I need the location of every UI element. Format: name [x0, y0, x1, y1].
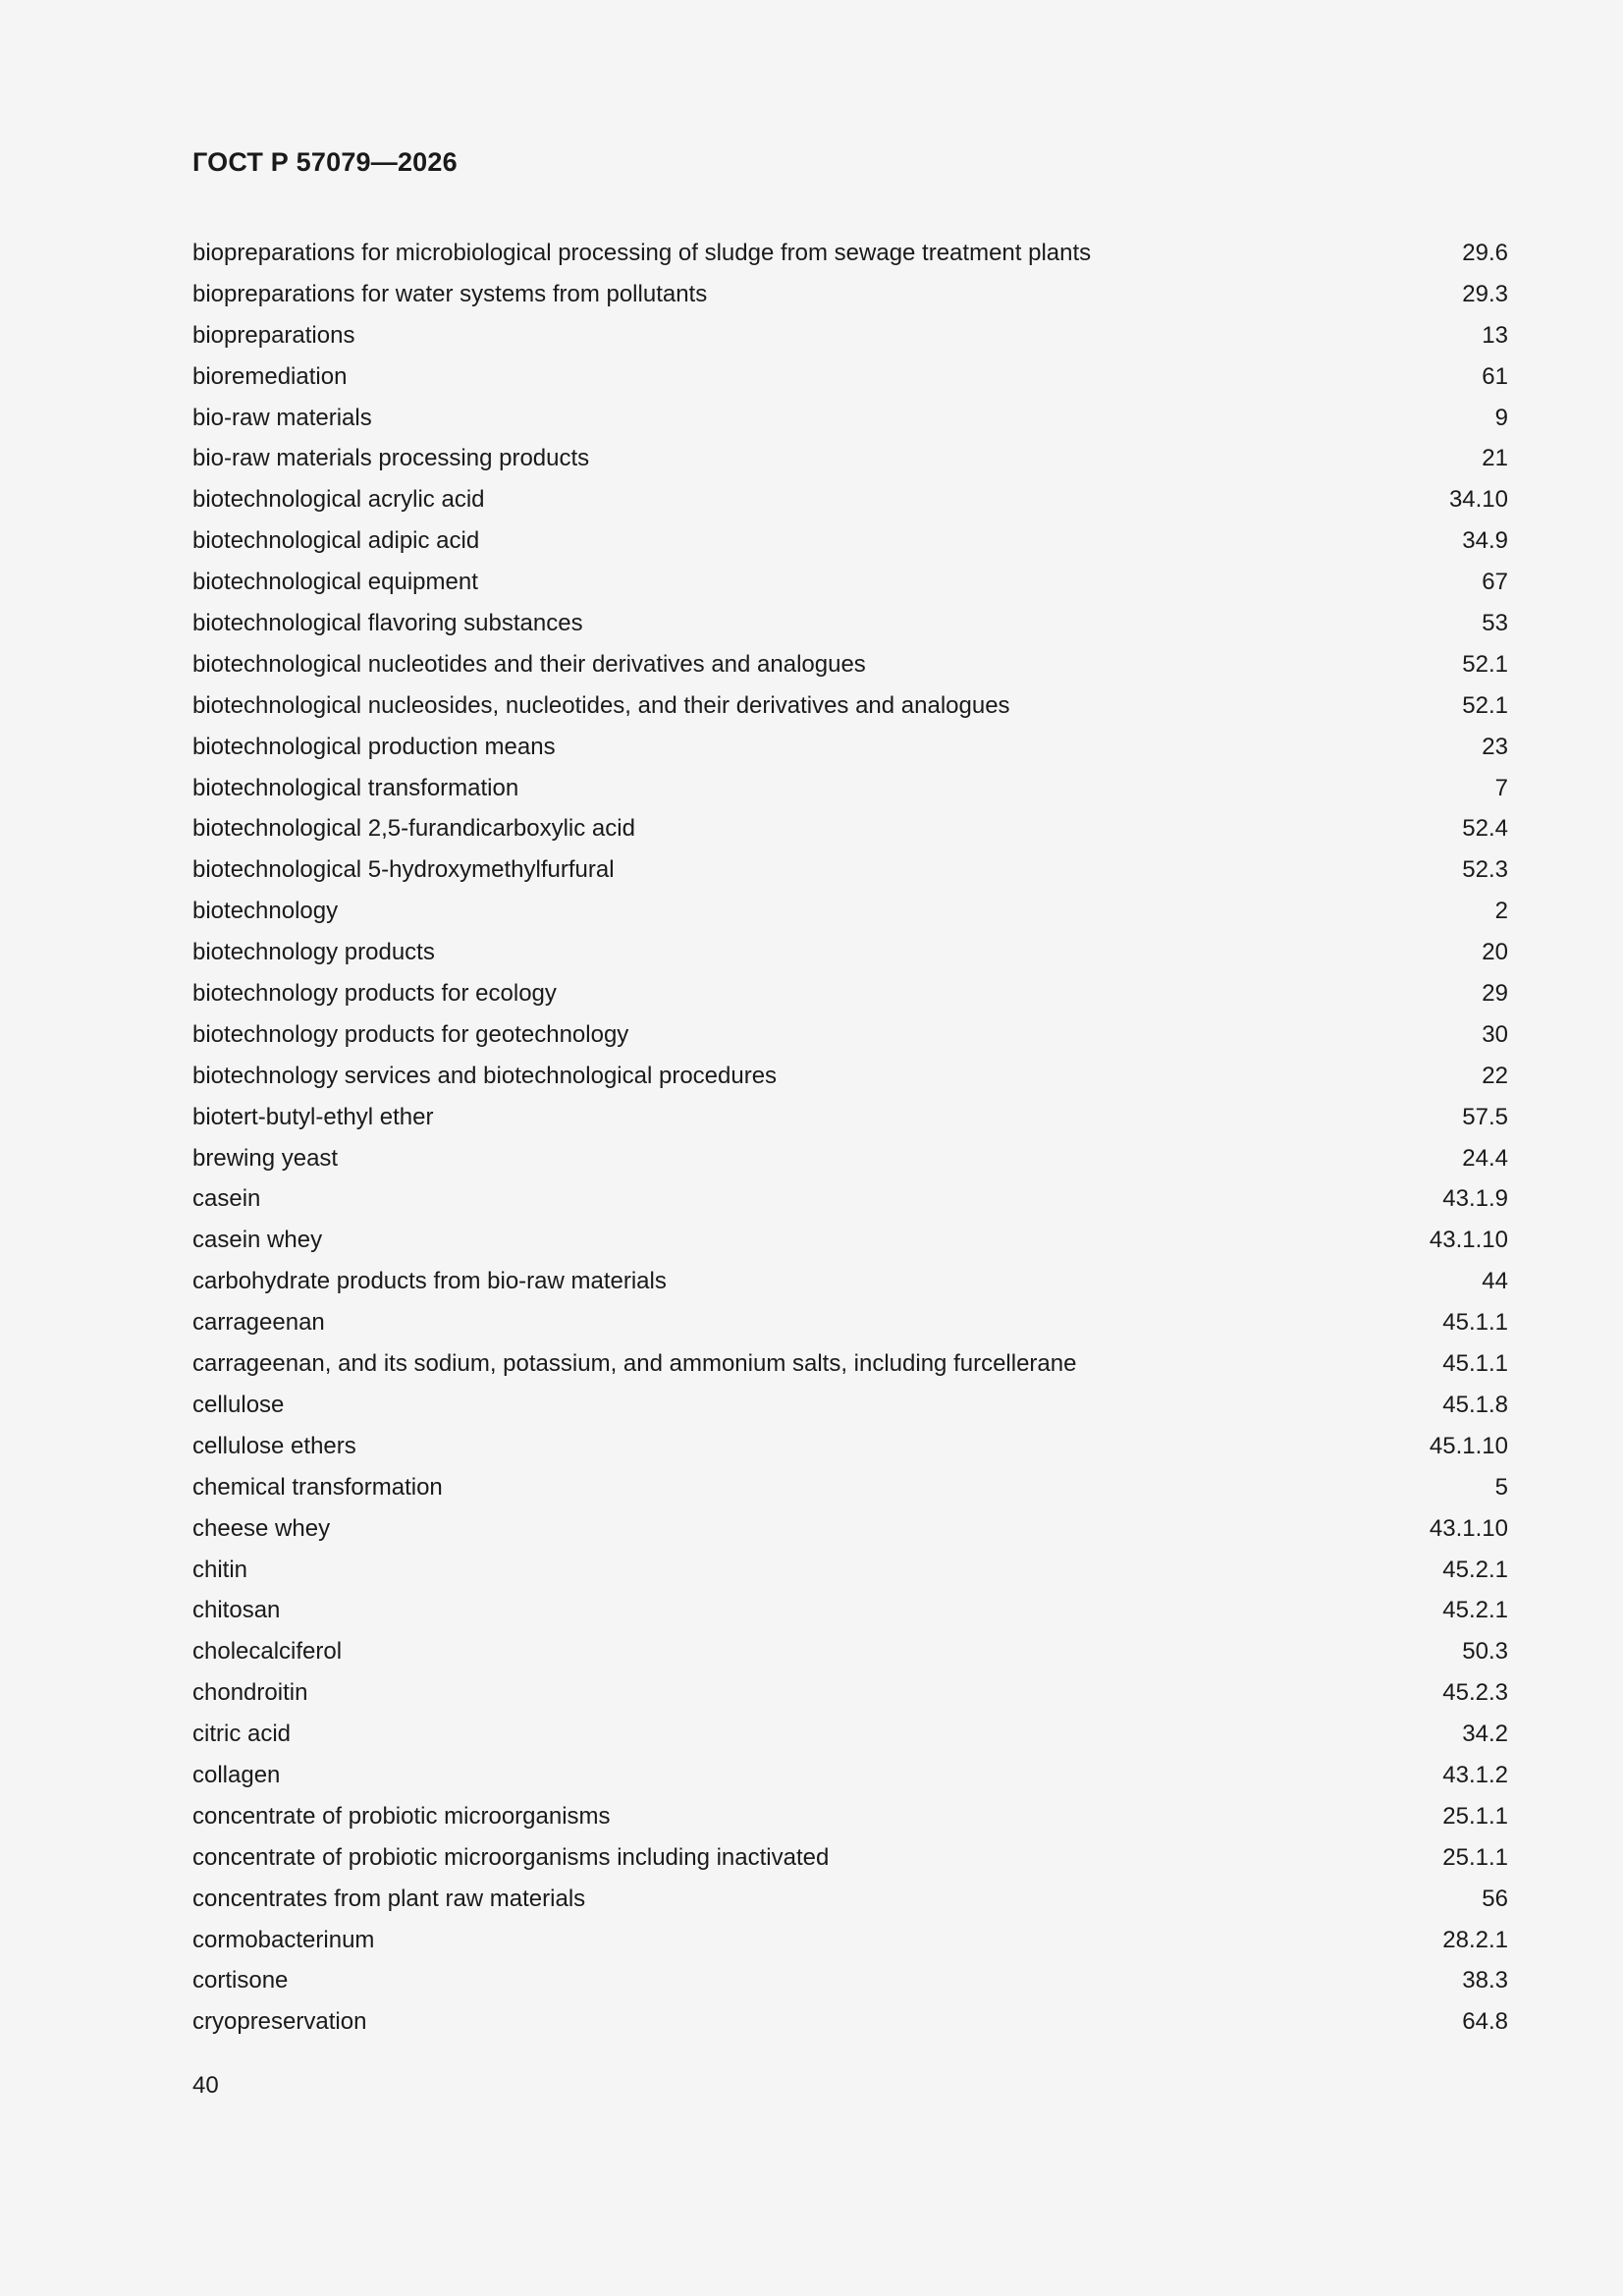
index-reference: 61: [1482, 362, 1508, 390]
index-reference: 56: [1482, 1885, 1508, 1912]
index-entry: [192, 1302, 1508, 1343]
index-entry: [192, 1837, 1508, 1879]
index-entry: [192, 1796, 1508, 1837]
index-entry: [192, 1097, 1508, 1138]
index-term: carbohydrate products from bio-raw materials: [192, 1268, 667, 1295]
index-term: chitosan: [192, 1597, 281, 1624]
index-entry: [192, 603, 1508, 644]
index-reference: 25.1.1: [1442, 1802, 1508, 1830]
index-reference: 21: [1482, 445, 1508, 472]
index-entry: [192, 274, 1508, 315]
index-entry: [192, 520, 1508, 562]
index-term: biotechnology: [192, 898, 339, 925]
index-term: carrageenan, and its sodium, potassium, and ammonium salts, including furcellerane: [192, 1350, 1077, 1378]
index-term: brewing yeast: [192, 1144, 339, 1172]
index-entry: [192, 438, 1508, 479]
index-reference: 23: [1482, 733, 1508, 760]
index-entry: [192, 1014, 1508, 1056]
index-entry: [192, 1343, 1508, 1385]
document-header: ГОСТ Р 57079—2026: [192, 147, 458, 177]
index-term: biotechnology products for ecology: [192, 980, 557, 1008]
index-term: biotechnology products: [192, 939, 435, 966]
index-reference: 52.1: [1462, 650, 1508, 678]
index-reference: 5: [1494, 1473, 1508, 1501]
index-reference: 45.1.1: [1442, 1350, 1508, 1378]
index-reference: 43.1.9: [1442, 1185, 1508, 1213]
index-entry: [192, 1220, 1508, 1261]
index-reference: 28.2.1: [1442, 1926, 1508, 1953]
index-entry: [192, 1426, 1508, 1467]
index-entry: [192, 1178, 1508, 1220]
index-entry: [192, 1920, 1508, 1961]
term-index-list: [192, 233, 1508, 2043]
index-term: concentrate of probiotic microorganisms: [192, 1802, 611, 1830]
index-entry: [192, 1056, 1508, 1097]
index-entry: [192, 398, 1508, 439]
index-entry: [192, 479, 1508, 520]
index-reference: 52.1: [1462, 691, 1508, 719]
index-reference: 7: [1494, 774, 1508, 801]
index-entry: [192, 1755, 1508, 1796]
index-reference: 34.9: [1462, 527, 1508, 555]
index-term: chondroitin: [192, 1679, 308, 1707]
index-term: cormobacterinum: [192, 1926, 375, 1953]
index-reference: 52.4: [1462, 815, 1508, 843]
index-entry: [192, 1261, 1508, 1302]
index-term: biotechnological equipment: [192, 569, 478, 596]
index-reference: 25.1.1: [1442, 1843, 1508, 1871]
index-entry: [192, 973, 1508, 1014]
index-term: concentrate of probiotic microorganisms including inactivated: [192, 1843, 830, 1871]
index-term: carrageenan: [192, 1309, 325, 1337]
index-reference: 53: [1482, 610, 1508, 637]
index-entry: [192, 1550, 1508, 1591]
index-term: biotechnology products for geotechnology: [192, 1020, 629, 1048]
index-entry: [192, 1590, 1508, 1631]
index-reference: 64.8: [1462, 2008, 1508, 2036]
index-term: cryopreservation: [192, 2008, 367, 2036]
index-reference: 24.4: [1462, 1144, 1508, 1172]
index-term: casein: [192, 1185, 261, 1213]
page-number: 40: [192, 2072, 219, 2099]
index-term: bio-raw materials processing products: [192, 445, 590, 472]
index-term: biotert-butyl-ethyl ether: [192, 1103, 434, 1130]
index-reference: 44: [1482, 1268, 1508, 1295]
index-reference: 45.2.1: [1442, 1597, 1508, 1624]
index-term: concentrates from plant raw materials: [192, 1885, 586, 1912]
index-reference: 22: [1482, 1062, 1508, 1089]
index-term: citric acid: [192, 1721, 292, 1748]
index-entry: [192, 932, 1508, 973]
index-term: chemical transformation: [192, 1473, 443, 1501]
index-reference: 45.1.1: [1442, 1309, 1508, 1337]
index-term: biotechnological production means: [192, 733, 556, 760]
index-entry: [192, 233, 1508, 274]
index-term: biopreparations for microbiological processing of sludge from sewage treatment plants: [192, 240, 1092, 266]
index-term: casein whey: [192, 1227, 323, 1254]
index-term: biopreparations: [192, 321, 355, 349]
index-reference: 67: [1482, 569, 1508, 596]
index-term: cellulose ethers: [192, 1432, 356, 1459]
index-reference: 34.2: [1462, 1721, 1508, 1748]
index-term: biotechnology services and biotechnological procedures: [192, 1062, 778, 1089]
index-entry: [192, 1714, 1508, 1755]
index-term: biotechnological nucleosides, nucleotides, and their derivatives and analogues: [192, 691, 1010, 719]
index-term: collagen: [192, 1761, 281, 1788]
index-entry: [192, 1960, 1508, 2001]
index-reference: 20: [1482, 939, 1508, 966]
index-term: cholecalciferol: [192, 1638, 343, 1666]
index-term: biopreparations for water systems from pollutants: [192, 280, 708, 307]
index-entry: [192, 685, 1508, 727]
index-reference: 45.2.1: [1442, 1556, 1508, 1583]
index-reference: 29: [1482, 980, 1508, 1008]
index-entry: [192, 1879, 1508, 1920]
index-term: cellulose: [192, 1391, 285, 1418]
index-entry: [192, 1508, 1508, 1550]
index-entry: [192, 1467, 1508, 1508]
index-reference: 50.3: [1462, 1638, 1508, 1666]
index-term: biotechnological 2,5-furandicarboxylic acid: [192, 815, 635, 843]
index-reference: 45.1.10: [1429, 1432, 1508, 1459]
index-entry: [192, 644, 1508, 685]
index-term: biotechnological acrylic acid: [192, 486, 485, 514]
index-entry: [192, 849, 1508, 891]
index-reference: 57.5: [1462, 1103, 1508, 1130]
index-term: biotechnological 5-hydroxymethylfurfural: [192, 856, 615, 884]
index-term: chitin: [192, 1556, 248, 1583]
index-entry: [192, 808, 1508, 849]
index-entry: [192, 891, 1508, 932]
index-entry: [192, 2001, 1508, 2043]
index-entry: [192, 727, 1508, 768]
index-reference: 45.2.3: [1442, 1679, 1508, 1707]
index-term: biotechnological transformation: [192, 774, 519, 801]
index-reference: 34.10: [1448, 486, 1508, 514]
index-term: biotechnological flavoring substances: [192, 610, 583, 637]
index-reference: 45.1.8: [1442, 1391, 1508, 1418]
index-term: biotechnological adipic acid: [192, 527, 480, 555]
index-reference: 30: [1482, 1020, 1508, 1048]
index-reference: 43.1.2: [1442, 1761, 1508, 1788]
index-reference: 29.6: [1462, 240, 1508, 266]
index-entry: [192, 768, 1508, 809]
index-term: bio-raw materials: [192, 404, 372, 431]
index-reference: 29.3: [1462, 280, 1508, 307]
index-reference: 13: [1482, 321, 1508, 349]
index-term: biotechnological nucleotides and their derivatives and analogues: [192, 650, 866, 678]
index-entry: [192, 1672, 1508, 1714]
index-entry: [192, 1138, 1508, 1179]
index-term: bioremediation: [192, 362, 348, 390]
index-reference: 43.1.10: [1429, 1514, 1508, 1542]
index-entry: [192, 562, 1508, 603]
index-entry: [192, 1385, 1508, 1426]
index-entry: [192, 1631, 1508, 1672]
index-term: cortisone: [192, 1967, 289, 1995]
index-entry: [192, 356, 1508, 398]
index-reference: 52.3: [1462, 856, 1508, 884]
index-reference: 43.1.10: [1429, 1227, 1508, 1254]
index-reference: 38.3: [1462, 1967, 1508, 1995]
index-reference: 9: [1494, 404, 1508, 431]
index-term: cheese whey: [192, 1514, 331, 1542]
index-entry: [192, 315, 1508, 356]
index-reference: 2: [1494, 898, 1508, 925]
